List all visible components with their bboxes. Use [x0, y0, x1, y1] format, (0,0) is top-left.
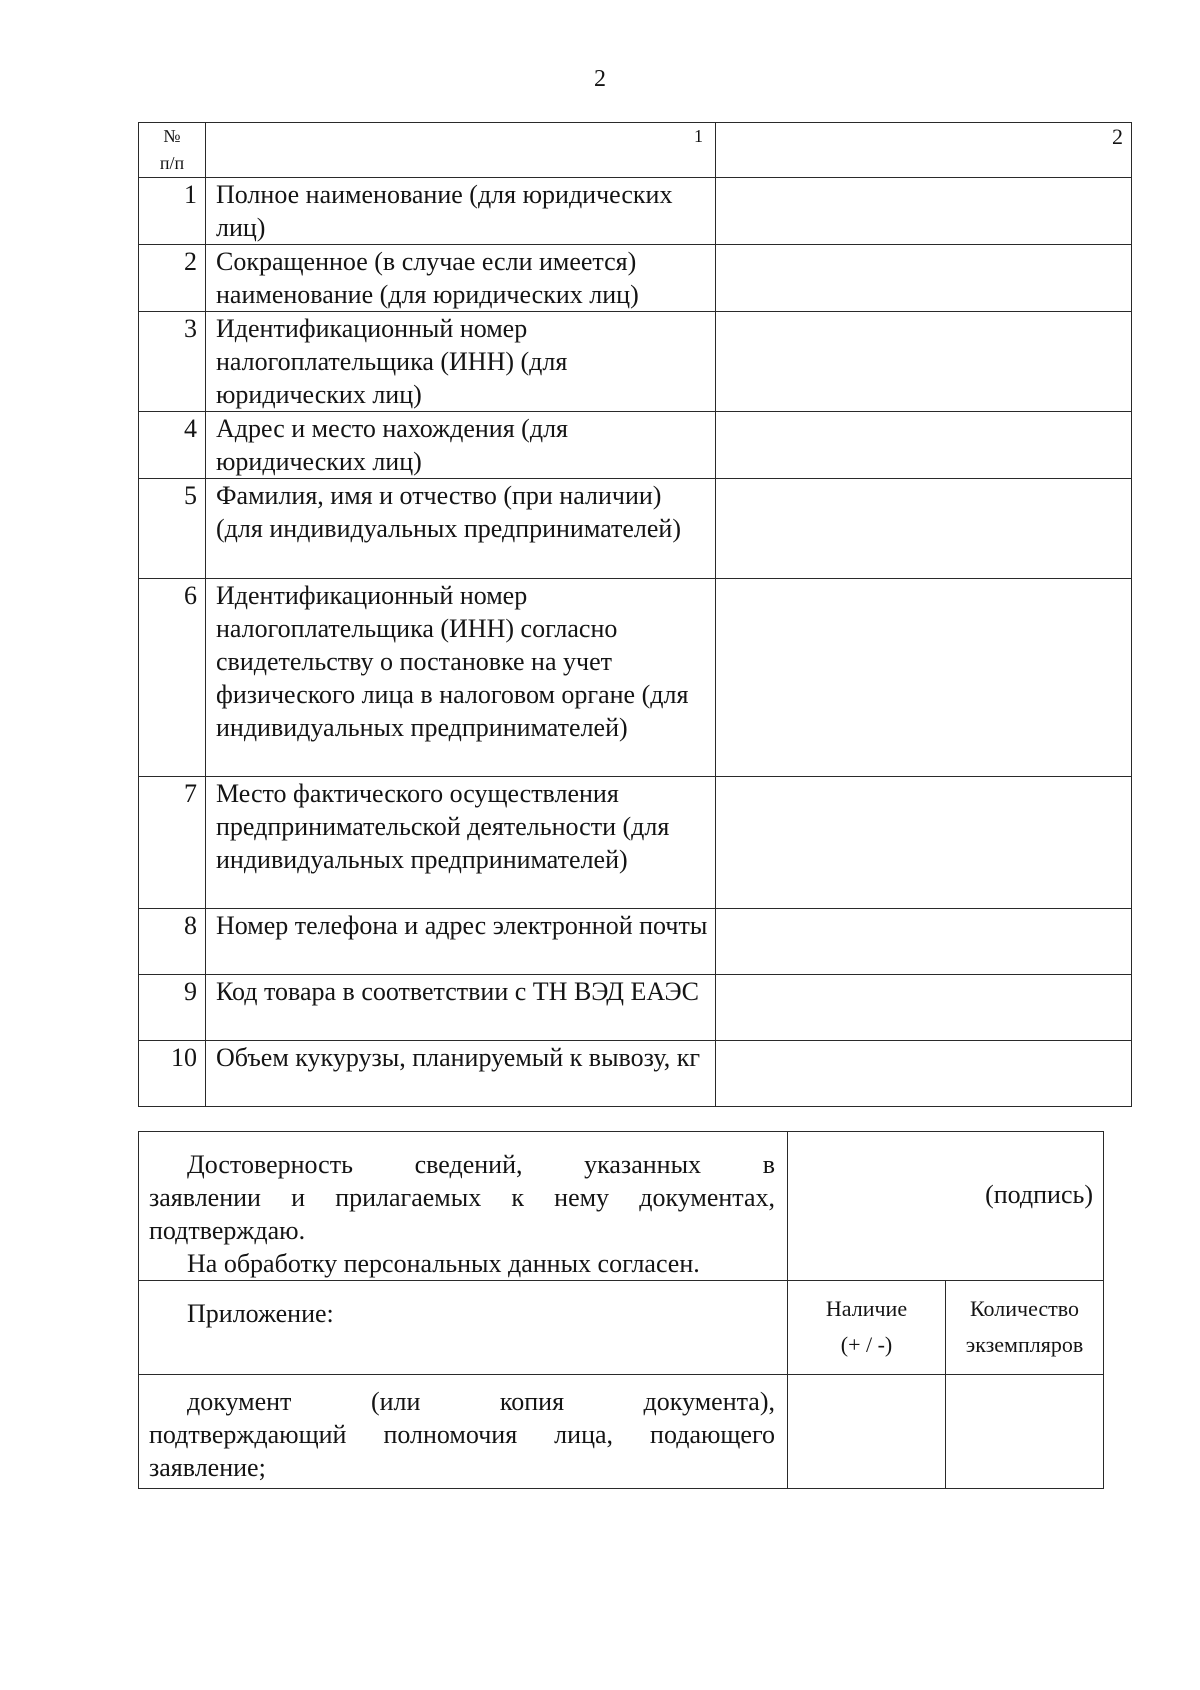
table-row	[139, 312, 1132, 412]
row-value-cell[interactable]	[716, 1041, 1132, 1107]
row-label: Код товара в соответствии с ТН ВЭД ЕАЭС	[206, 975, 716, 1041]
row-label: Идентификационный номер налогоплательщика (ИНН) (для юридических лиц)	[206, 312, 716, 412]
header-column-1: 1	[206, 123, 716, 178]
row-value-cell[interactable]	[716, 312, 1132, 412]
application-form-table	[138, 122, 1132, 1107]
declaration-line: заявлении и прилагаемых к нему документах,	[149, 1183, 775, 1212]
signature-cell[interactable]	[788, 1132, 1104, 1281]
row-value-cell[interactable]	[716, 245, 1132, 312]
row-value-cell[interactable]	[716, 909, 1132, 975]
row-number: 8	[139, 909, 206, 975]
presence-header: Наличие (+ / -)	[788, 1281, 946, 1375]
row-number: 5	[139, 479, 206, 579]
row-value-cell[interactable]	[716, 412, 1132, 479]
row-label: Объем кукурузы, планируемый к вывозу, кг	[206, 1041, 716, 1107]
declaration-cell	[139, 1132, 788, 1281]
row-value-cell[interactable]	[716, 479, 1132, 579]
row-label: Фамилия, имя и отчество (при наличии) (для индивидуальных предпринимателей)	[206, 479, 716, 579]
row-value-cell[interactable]	[716, 579, 1132, 777]
attachment-item-cell	[139, 1375, 788, 1489]
header-column-2: 2	[716, 123, 1132, 178]
table-row	[139, 579, 1132, 777]
table-row	[139, 909, 1132, 975]
attachments-title-cell	[139, 1281, 788, 1375]
row-number: 4	[139, 412, 206, 479]
signature-label: (подпись)	[985, 1180, 1093, 1209]
consent-line: На обработку персональных данных согласен.	[187, 1249, 700, 1278]
attachment-presence-cell[interactable]	[788, 1375, 946, 1489]
row-label: Сокращенное (в случае если имеется) наименование (для юридических лиц)	[206, 245, 716, 312]
table-header-row	[139, 123, 1132, 178]
row-value-cell[interactable]	[716, 777, 1132, 909]
table-row	[139, 412, 1132, 479]
table-row	[139, 178, 1132, 245]
table-row	[139, 1041, 1132, 1107]
row-label: Номер телефона и адрес электронной почты	[206, 909, 716, 975]
row-label: Идентификационный номер налогоплательщика (ИНН) согласно свидетельству о постановке на учет физического лица в налоговом органе (для индивидуальных предпринимателей)	[206, 579, 716, 777]
attachment-count-cell[interactable]	[946, 1375, 1104, 1489]
row-value-cell[interactable]	[716, 178, 1132, 245]
page-number: 2	[594, 66, 606, 92]
row-label: Полное наименование (для юридических лиц)	[206, 178, 716, 245]
row-number: 6	[139, 579, 206, 777]
attachment-item-line: документ (или копия документа),	[187, 1387, 775, 1416]
row-number: 1	[139, 178, 206, 245]
attachments-header-row	[139, 1281, 1104, 1375]
table-row	[139, 245, 1132, 312]
table-row	[139, 975, 1132, 1041]
attachment-item-row	[139, 1375, 1104, 1489]
row-label: Место фактического осуществления предпринимательской деятельности (для индивидуальных предпринимателей)	[206, 777, 716, 909]
declaration-line: подтверждаю.	[149, 1216, 306, 1245]
table-row	[139, 777, 1132, 909]
declaration-line: Достоверность сведений, указанных в	[187, 1150, 775, 1179]
row-number: 10	[139, 1041, 206, 1107]
row-label: Адрес и место нахождения (для юридических лиц)	[206, 412, 716, 479]
copies-count-header: Количество экземпляров	[946, 1281, 1104, 1375]
declaration-row	[139, 1132, 1104, 1281]
attachment-item-line: заявление;	[149, 1453, 266, 1482]
table-row	[139, 479, 1132, 579]
header-number-column: № п/п	[139, 123, 206, 178]
declaration-attachments-table	[138, 1131, 1104, 1489]
row-value-cell[interactable]	[716, 975, 1132, 1041]
attachments-title: Приложение:	[187, 1299, 334, 1328]
attachment-item-line: подтверждающий полномочия лица, подающего	[149, 1420, 775, 1449]
row-number: 9	[139, 975, 206, 1041]
row-number: 2	[139, 245, 206, 312]
row-number: 7	[139, 777, 206, 909]
row-number: 3	[139, 312, 206, 412]
